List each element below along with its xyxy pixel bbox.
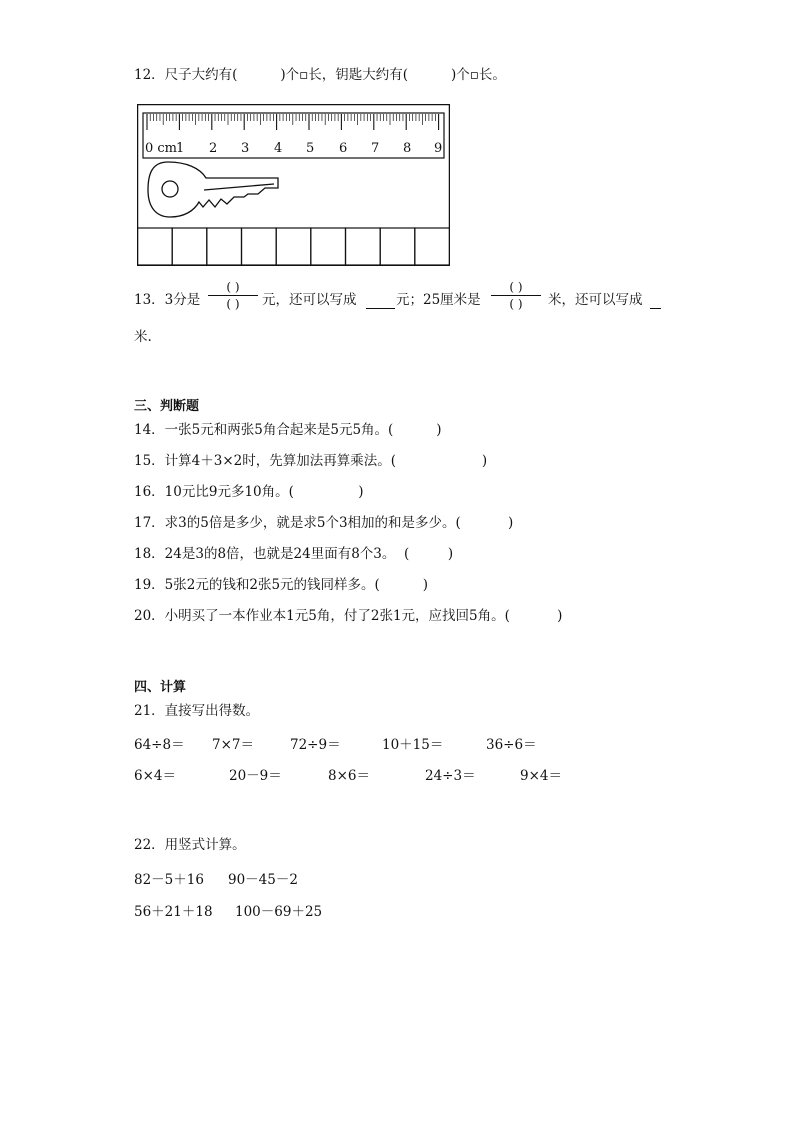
section-4-title: 四、计算 (134, 680, 187, 695)
calc-item: 6×4＝ (134, 768, 176, 784)
calc-item: 7×7＝ (212, 737, 254, 753)
ruler-label: 5 (306, 141, 315, 156)
question-16: 16．10元比9元多10角。( ) (134, 484, 364, 500)
fraction-blank-1[interactable] (208, 280, 258, 311)
ruler-label: 9 (434, 141, 443, 156)
fraction-blank-2[interactable] (491, 280, 541, 311)
ruler-label: 3 (241, 141, 250, 156)
q13-part1: 13．3分是 (134, 292, 201, 308)
grid-cell (276, 228, 311, 265)
grid-cell (380, 228, 415, 265)
measure-grid (138, 228, 450, 265)
question-19: 19．5张2元的钱和2张5元的钱同样多。( ) (134, 577, 428, 593)
vertical-calc-item: 56＋21＋18 (134, 904, 213, 920)
fraction-denominator: ( ) (509, 297, 523, 311)
calc-item: 24÷3＝ (425, 768, 476, 784)
question-18: 18．24是3的8倍，也就是24里面有8个3。 ( ) (134, 546, 454, 562)
vertical-calc-item: 100－69＋25 (235, 904, 323, 920)
vertical-calc-item: 90－45－2 (228, 872, 298, 888)
question-20: 20．小明买了一本作业本1元5角，付了2张1元，应找回5角。( ) (134, 608, 563, 624)
calc-item: 72÷9＝ (290, 737, 341, 753)
question-12: 12．尺子大约有( )个▫长，钥匙大约有( )个▫长。 (134, 67, 506, 83)
figure-frame (138, 105, 450, 266)
question-17: 17．求3的5倍是多少，就是求5个3相加的和是多少。( ) (134, 515, 514, 531)
ruler-key-svg (137, 104, 450, 266)
calc-item: 64÷8＝ (134, 737, 185, 753)
fraction-bar (491, 295, 541, 296)
calc-item: 36÷6＝ (486, 737, 537, 753)
calc-item: 20－9＝ (229, 768, 282, 784)
calc-item: 8×6＝ (328, 768, 370, 784)
grid-cell (242, 228, 277, 265)
ruler-key-figure (137, 104, 450, 266)
ruler-label: 4 (274, 141, 283, 156)
fraction-numerator: ( ) (509, 280, 523, 294)
q13-part2: 元，还可以写成 (262, 292, 357, 308)
ruler-labels (145, 141, 442, 156)
question-14: 14．一张5元和两张5角合起来是5元5角。( ) (134, 422, 442, 438)
ruler-body (143, 113, 444, 158)
section-3-title: 三、判断题 (134, 399, 200, 414)
fraction-denominator: ( ) (226, 297, 240, 311)
grid-cell (346, 228, 381, 265)
question-15: 15．计算4＋3×2时，先算加法再算乘法。( ) (134, 453, 488, 469)
ruler-label: 6 (339, 141, 348, 156)
answer-blank[interactable] (650, 294, 661, 309)
vertical-calc-item: 82－5＋16 (134, 872, 204, 888)
grid-cell (311, 228, 346, 265)
grid-cell (172, 228, 207, 265)
fraction-numerator: ( ) (226, 280, 240, 294)
q13-part4: 米，还可以写成 (548, 292, 643, 308)
ruler-label: 2 (209, 141, 218, 156)
grid-cell (415, 228, 450, 265)
q13-part3: 元；25厘米是 (396, 292, 481, 308)
key-drawing (148, 162, 278, 217)
ruler-label: 8 (403, 141, 412, 156)
fraction-bar (208, 295, 258, 296)
grid-cell (138, 228, 173, 265)
grid-cell (207, 228, 242, 265)
ruler-label: 7 (371, 141, 380, 156)
ruler-ticks (147, 114, 439, 130)
question-21: 21．直接写出得数。 (134, 703, 260, 719)
ruler-label: 1 (176, 141, 185, 156)
answer-blank[interactable] (366, 294, 395, 309)
ruler-label: 0 cm (145, 141, 178, 156)
calc-item: 9×4＝ (520, 768, 562, 784)
q13-part5: 米. (134, 329, 152, 345)
question-22: 22．用竖式计算。 (134, 837, 246, 853)
calc-item: 10＋15＝ (382, 737, 444, 753)
